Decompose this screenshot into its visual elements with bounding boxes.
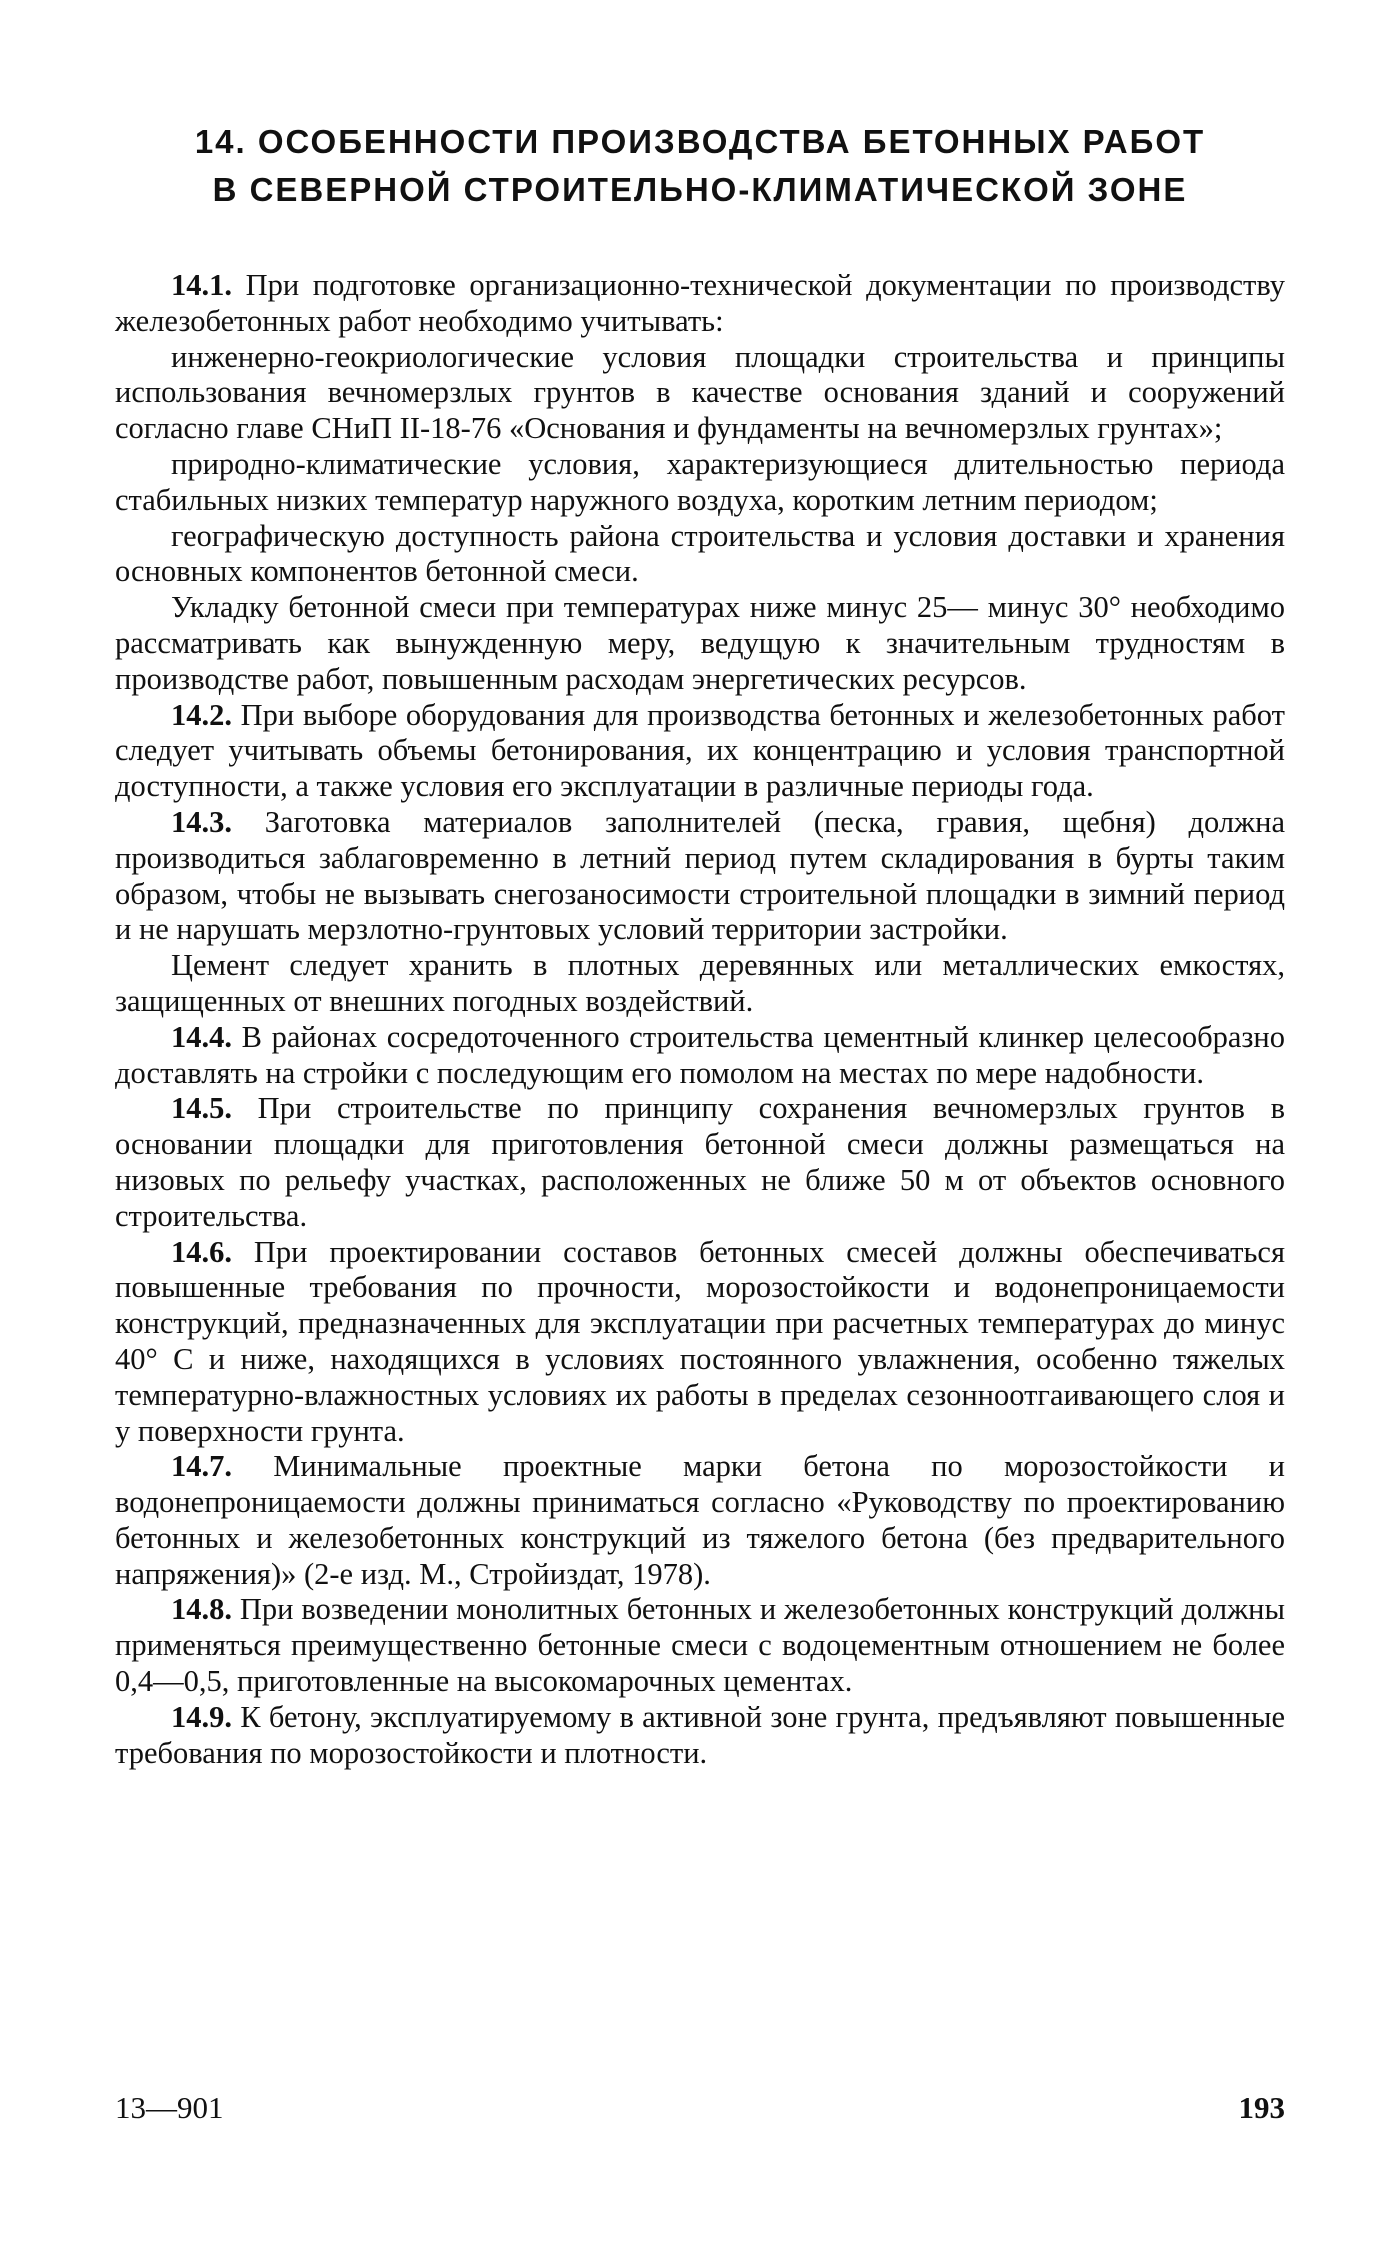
clause-number: 14.2.	[171, 697, 232, 732]
paragraph	[115, 340, 1285, 447]
clause-number: 14.9.	[171, 1699, 232, 1734]
paragraph	[115, 1091, 1285, 1234]
paragraph-text: географическую доступность района строительства и условия доставки и хранения основных компонентов бетонной смеси.	[115, 518, 1285, 589]
paragraph-text: При подготовке организационно-технической документации по производству железобетонных работ необходимо учитывать:	[115, 268, 1285, 338]
paragraph	[115, 698, 1285, 805]
clause-number: 14.4.	[171, 1019, 232, 1054]
paragraph	[115, 1235, 1285, 1450]
paragraph-text: Заготовка материалов заполнителей (песка, гравия, щебня) должна производиться заблаговременно в летний период путем складирования в бурты таким образом, чтобы не вызывать снегозаносимости строительной площадки в зимний период и не нарушать мерзлотно-грунтовых условий территории застройки.	[115, 804, 1285, 947]
clause-number: 14.1.	[171, 268, 232, 302]
paragraph-text: При строительстве по принципу сохранения вечномерзлых грунтов в основании площадки для приготовления бетонной смеси должны размещаться на низовых по рельефу участках, расположенных не ближе 50 м от объектов основного строительства.	[115, 1091, 1285, 1233]
clause-number: 14.3.	[171, 804, 232, 839]
paragraph	[115, 519, 1285, 591]
paragraph-text: При проектировании составов бетонных смесей должны обеспечиваться повышенные требования по прочности, морозостойкости и водонепроницаемости конструкций, предназначенных для эксплуатации при расчетных температурах до минус 40° С и ниже, находящихся в условиях постоянного увлажнения, особенно тяжелых температурно-влажностных условиях их работы в пределах сезонноотгаивающего слоя и у поверхности грунта.	[115, 1234, 1285, 1448]
clause-number: 14.6.	[171, 1234, 232, 1269]
section-title	[110, 118, 1290, 214]
paragraph	[115, 1449, 1285, 1592]
clause-number: 14.8.	[171, 1592, 232, 1627]
paragraph-text: К бетону, эксплуатируемому в активной зоне грунта, предъявляют повышенные требования по морозостойкости и плотности.	[115, 1699, 1285, 1770]
clause-number: 14.5.	[171, 1091, 232, 1126]
clause-number: 14.7.	[171, 1449, 232, 1484]
paragraph-text: При выборе оборудования для производства бетонных и железобетонных работ следует учитывать объемы бетонирования, их концентрацию и условия транспортной доступности, а также условия его эксплуатации в различные периоды года.	[115, 697, 1285, 804]
page-footer	[115, 2090, 1285, 2126]
paragraph	[115, 447, 1285, 519]
paragraph	[115, 1592, 1285, 1699]
printer-signature: 13—901	[115, 2090, 224, 2125]
paragraph	[115, 590, 1285, 697]
page-number: 193	[1238, 2090, 1285, 2125]
paragraph-text: инженерно-геокриологические условия площадки строительства и принципы использования вечномерзлых грунтов в качестве основания зданий и сооружений согласно главе СНиП II-18-76 «Основания и фундаменты на вечномерзлых грунтах»;	[115, 339, 1285, 446]
paragraph-text: природно-климатические условия, характеризующиеся длительностью периода стабильных низких температур наружного воздуха, коротким летним периодом;	[115, 446, 1285, 517]
body-text	[115, 268, 1285, 1771]
paragraph-text: Минимальные проектные марки бетона по морозостойкости и водонепроницаемости должны приниматься согласно «Руководству по проектированию бетонных и железобетонных конструкций из тяжелого бетона (без предварительного напряжения)» (2-е изд. М., Стройиздат, 1978).	[115, 1449, 1285, 1591]
paragraph-text: При возведении монолитных бетонных и железобетонных конструкций должны применяться преимущественно бетонные смеси с водоцементным отношением не более 0,4—0,5, приготовленные на высокомарочных цементах.	[115, 1592, 1285, 1699]
paragraph	[115, 948, 1285, 1020]
paragraph-text: Укладку бетонной смеси при температурах ниже минус 25— минус 30° необходимо рассматривать как вынужденную меру, ведущую к значительным трудностям в производстве работ, повышенным расходам энергетических ресурсов.	[115, 590, 1285, 696]
paragraph	[115, 1700, 1285, 1772]
paragraph	[115, 268, 1285, 340]
section-title-line-1: 14. ОСОБЕННОСТИ ПРОИЗВОДСТВА БЕТОННЫХ РАБОТ	[194, 123, 1206, 160]
section-title-line-2: В СЕВЕРНОЙ СТРОИТЕЛЬНО-КЛИМАТИЧЕСКОЙ ЗОНЕ	[212, 171, 1188, 208]
paragraph-text: В районах сосредоточенного строительства цементный клинкер целесообразно доставлять на стройки с последующим его помолом на местах по мере надобности.	[115, 1019, 1285, 1090]
paragraph	[115, 805, 1285, 948]
paragraph	[115, 1020, 1285, 1092]
paragraph-text: Цемент следует хранить в плотных деревянных или металлических емкостях, защищенных от внешних погодных воздействий.	[115, 948, 1285, 1018]
